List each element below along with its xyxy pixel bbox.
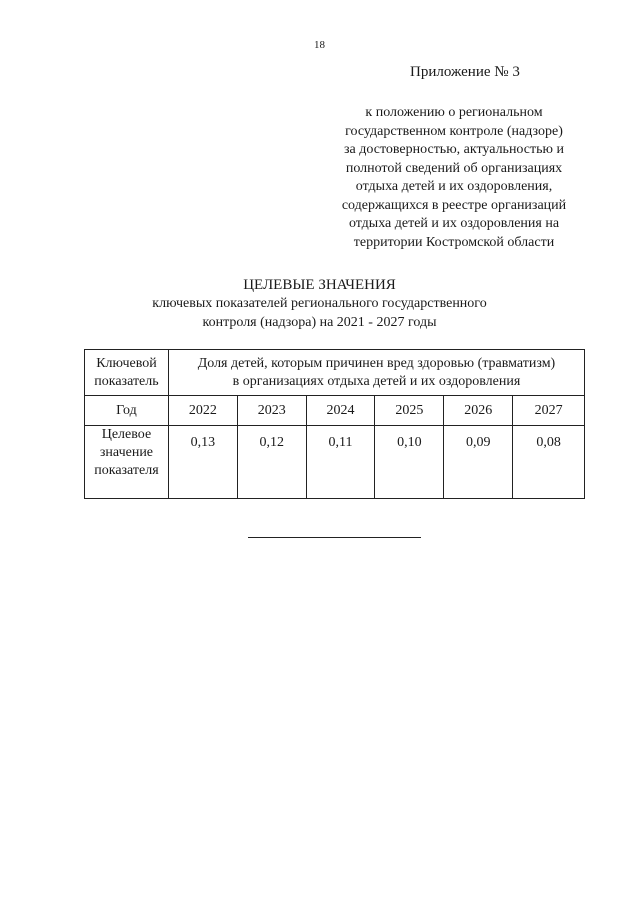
value-cell: 0,09	[444, 426, 513, 499]
table-header-row	[85, 350, 585, 396]
page-number: 18	[314, 39, 325, 51]
key-indicator-label-cell	[85, 350, 169, 396]
appendix-line: государственном контроле (надзоре)	[345, 123, 563, 139]
value-cell: 0,10	[375, 426, 444, 499]
year-cell: 2026	[444, 396, 513, 426]
indicator-description-cell	[168, 350, 584, 396]
year-cell: 2024	[306, 396, 375, 426]
subtitle-line: ключевых показателей регионального государственного	[152, 296, 487, 311]
value-cell: 0,13	[168, 426, 237, 499]
key-indicator-label-line: показатель	[94, 373, 159, 389]
indicator-description-line: Доля детей, которым причинен вред здоровью (травматизм)	[197, 355, 556, 371]
target-values-table	[84, 349, 585, 499]
indicator-description-line: в организациях отдыха детей и их оздоровления	[232, 373, 521, 389]
appendix-line: территории Костромской области	[353, 234, 555, 250]
document-subtitle	[0, 295, 639, 332]
target-label-cell	[85, 426, 169, 499]
appendix-line: к положению о региональном	[365, 105, 543, 120]
year-label-cell: Год	[85, 396, 169, 426]
end-separator-line	[248, 537, 421, 538]
table-year-row	[85, 396, 585, 426]
document-title: ЦЕЛЕВЫЕ ЗНАЧЕНИЯ	[243, 277, 396, 293]
appendix-line: содержащихся в реестре организаций	[341, 197, 567, 213]
appendix-description	[320, 104, 588, 252]
year-cell: 2022	[168, 396, 237, 426]
value-cell: 0,08	[513, 426, 585, 499]
value-cell: 0,11	[306, 426, 375, 499]
target-label-line: значение	[99, 445, 154, 460]
target-label-line: показателя	[94, 463, 159, 478]
year-cell: 2027	[513, 396, 585, 426]
appendix-title: Приложение № 3	[410, 64, 520, 80]
appendix-line: полнотой сведений об организациях	[345, 160, 563, 176]
appendix-line: отдыха детей и их оздоровления на	[348, 216, 560, 231]
key-indicator-label-line: Ключевой	[96, 355, 157, 371]
appendix-line: отдыха детей и их оздоровления,	[355, 179, 553, 194]
subtitle-line: контроля (надзора) на 2021 - 2027 годы	[202, 314, 437, 330]
target-label-line: Целевое	[101, 427, 152, 442]
appendix-line: за достоверностью, актуальностью и	[344, 142, 564, 157]
year-cell: 2025	[375, 396, 444, 426]
year-cell: 2023	[237, 396, 306, 426]
table-value-row	[85, 426, 585, 499]
value-cell: 0,12	[237, 426, 306, 499]
